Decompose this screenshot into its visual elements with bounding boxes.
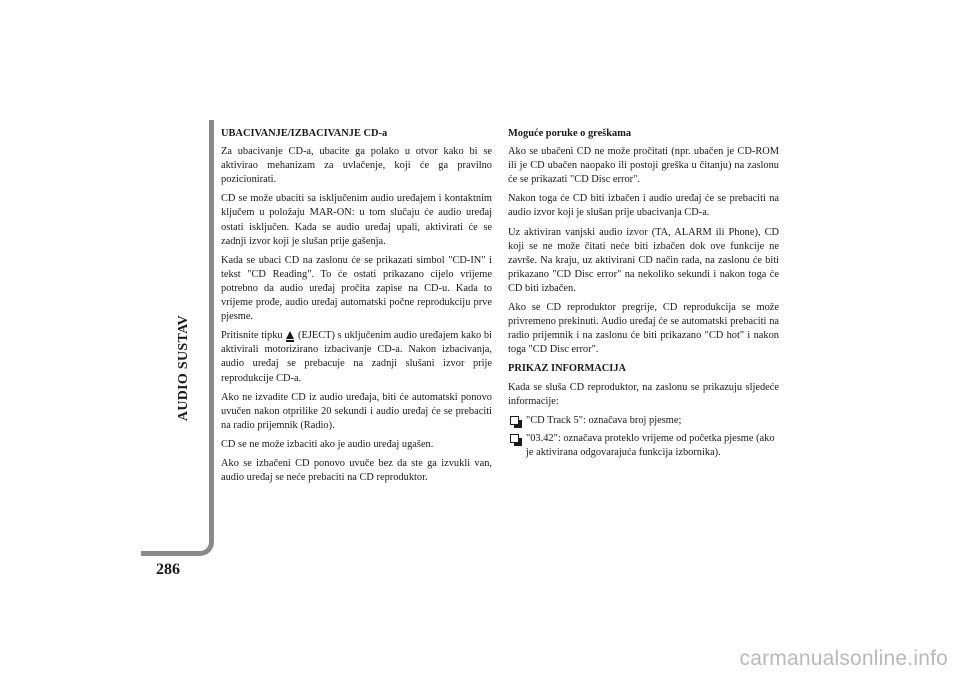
heading-display-info: PRIKAZ INFORMACIJA xyxy=(508,363,627,375)
paragraph: Kada se ubaci CD na zaslonu će se prikazati simbol "CD-IN" i tekst "CD Reading". To će ostati prikazano cijelo vrijeme potrebno da audio uređaj pročita zapise na CD-u. Kada to vrijeme prođe, audio uređaj automatski počne reprodukciju prve pjesme. xyxy=(221,254,492,323)
checkbox-bullet-icon xyxy=(510,434,519,443)
list-item xyxy=(508,414,779,428)
watermark: carmanualsonline.info xyxy=(739,647,948,670)
paragraph: CD se ne može izbaciti ako je audio uređaj ugašen. xyxy=(221,438,434,450)
eject-text-after: (EJECT) s uključenim audio uređajem kako bi aktivirali motorizirano izbacivanje CD-a. Nakon izbacivanja, audio uređaj se prebacuje na zadnji slušani izvor prije reprodukcije CD-a. xyxy=(221,330,492,384)
list-item xyxy=(508,432,779,460)
heading-cd-insert-eject: UBACIVANJE/IZBACIVANJE CD-a xyxy=(221,128,388,139)
paragraph: Za ubacivanje CD-a, ubacite ga polako u otvor kako bi se aktivirao mehanizam za uvlačenje, koji će ga pravilno pozicionirati. xyxy=(221,146,492,186)
section-title: AUDIO SUSTAV xyxy=(176,314,191,422)
paragraph: Nakon toga će CD biti izbačen i audio uređaj će se prebaciti na audio izvor koji je slušan prije ubacivanja CD-a. xyxy=(508,193,779,219)
paragraph-eject xyxy=(221,329,492,385)
page-number: 286 xyxy=(156,561,180,578)
paragraph: Ako se izbačeni CD ponovo uvuče bez da ste ga izvukli van, audio uređaj se neće prebaciti na CD reproduktor. xyxy=(221,457,492,484)
paragraph: Uz aktiviran vanjski audio izvor (TA, ALARM ili Phone), CD koji se ne može čitati neće biti izbačen dok ove funkcije ne završe. Na kraju, uz aktivirani CD način rada, na zaslonu će biti prikazano "CD Disc error" na nekoliko sekundi i nakon toga će CD biti izbačen. xyxy=(508,226,779,294)
heading-error-messages: Moguće poruke o greškama xyxy=(508,128,632,139)
list-item-text: "CD Track 5": označava broj pjesme; xyxy=(526,414,682,426)
left-column xyxy=(221,127,492,490)
paragraph: Ako se CD reproduktor pregrije, CD reprodukcija se može privremeno prekinuti. Audio uređaj će se automatski prebaciti na radio prijemnik i na zaslonu će biti prikazano "CD hot" i nakon toga "CD Disc error". xyxy=(508,302,779,356)
paragraph: CD se može ubaciti sa isključenim audio uređajem i kontaktnim ključem u položaju MAR-ON: u tom slučaju će audio uređaj ostati isključen. Kada se audio uređaj upali, aktivirati će se zadnji izvor koji je slušan prije gašenja. xyxy=(221,193,492,247)
eject-icon xyxy=(286,331,294,339)
paragraph: Ako ne izvadite CD iz audio uređaja, biti će automatski ponovo uvučen nakon otprilike 20 sekundi i audio uređaj će se prebaciti na radio prijemnik (Radio). xyxy=(221,391,492,431)
list-item-text: "03.42": označava proteklo vrijeme od početka pjesme (ako je aktivirana odgovarajuća funkcija izbornika). xyxy=(526,432,775,458)
eject-text-before: Pritisnite tipku xyxy=(221,330,283,342)
paragraph: Kada se sluša CD reproduktor, na zaslonu se prikazuju sljedeće informacije: xyxy=(508,381,779,407)
right-column xyxy=(508,127,779,464)
paragraph: Ako se ubačeni CD ne može pročitati (npr. ubačen je CD-ROM ili je CD ubačen naopako ili postoji greška u čitanju) na zaslonu će se prikazati "CD Disc error". xyxy=(508,146,779,186)
checkbox-bullet-icon xyxy=(510,416,519,425)
